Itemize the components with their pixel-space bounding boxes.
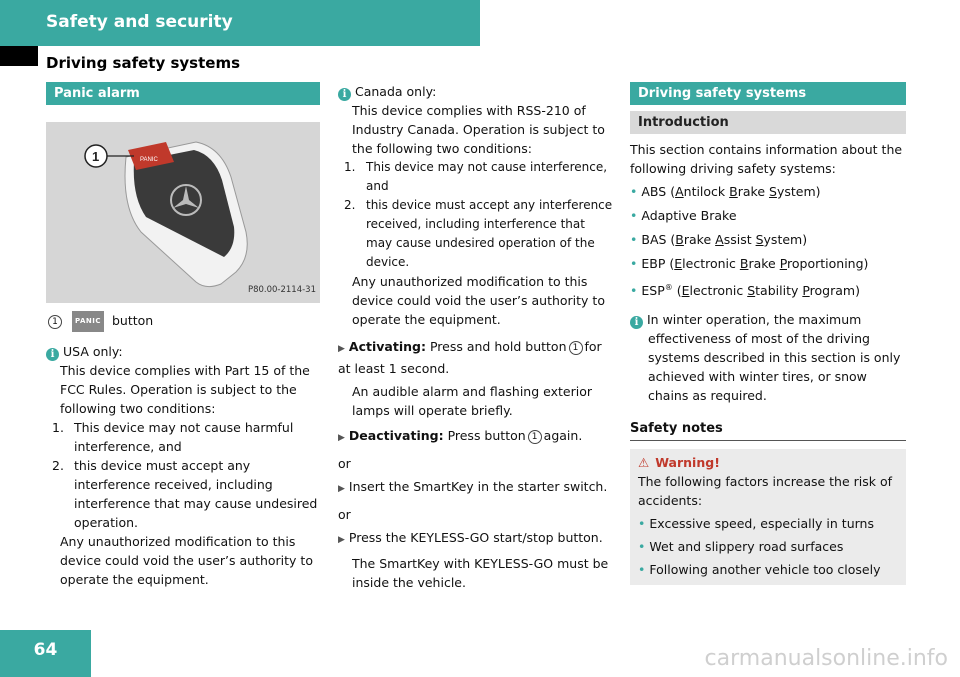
or-text: or	[338, 507, 351, 522]
usa-footer: Any unauthorized modification to this device could void the user’s authority to operate the equipment.	[60, 534, 313, 587]
list-item: 1. This device may not cause interference, and	[344, 160, 608, 193]
list-item: • BAS (Brake Assist System)	[630, 232, 808, 247]
section-title: Safety and security	[46, 12, 233, 32]
photo-caption: 1 PANIC button	[46, 311, 320, 332]
or-text: or	[338, 456, 351, 471]
list-item: 1. This device may not cause harmful interference, and	[52, 420, 294, 454]
info-icon: i	[630, 316, 643, 329]
smartkey-photo	[46, 122, 320, 303]
deactivating-step: ▶ Deactivating: Press button 1 again.	[338, 428, 583, 443]
intro-text: This section contains information about the following driving safety systems:	[630, 142, 903, 176]
svg-text:1: 1	[92, 149, 100, 164]
warning-box	[630, 449, 906, 585]
info-icon: i	[46, 348, 59, 361]
list-item: 2. this device must accept any interference received, including interference that may cause undesired operation of the device.	[344, 198, 613, 269]
insert-step: ▶ Insert the SmartKey in the starter switch.	[338, 479, 608, 494]
smartkey-illustration	[46, 122, 320, 303]
activating-step: ▶ Activating: Press and hold button 1 for at least 1 second.	[338, 339, 602, 376]
canada-conditions	[338, 158, 614, 272]
list-item: • EBP (Electronic Brake Proportioning)	[630, 256, 869, 271]
step-arrow-icon: ▶	[338, 535, 345, 545]
introduction-heading: Introduction	[630, 111, 906, 134]
photo-code: P80.00-2114-31	[247, 285, 316, 295]
winter-note: i In winter operation, the maximum effectiveness of most of the driving systems described in this section is only achieved with winter tires, or snow chains as required.	[630, 310, 906, 405]
canada-note: i Canada only:	[338, 82, 614, 101]
usa-note: i USA only:	[46, 342, 320, 361]
list-item: • Excessive speed, especially in turns	[638, 516, 874, 532]
panic-key-label: PANIC	[72, 311, 104, 332]
subsection-title: Driving safety systems	[46, 54, 241, 72]
canada-text: This device complies with RSS-210 of Industry Canada. Operation is subject to the following two conditions:	[352, 103, 605, 156]
safety-notes-heading: Safety notes	[630, 419, 906, 441]
canada-footer: Any unauthorized modification to this device could void the user’s authority to operate the equipment.	[352, 274, 605, 327]
panic-alarm-heading: Panic alarm	[46, 82, 320, 105]
step-arrow-icon: ▶	[338, 433, 345, 443]
list-item: • Wet and slippery road surfaces	[638, 539, 844, 555]
watermark: carmanualsonline.info	[704, 646, 948, 671]
column-right	[630, 82, 906, 585]
step-arrow-icon: ▶	[338, 484, 345, 494]
keyless-note: The SmartKey with KEYLESS-GO must be inside the vehicle.	[352, 556, 609, 590]
column-middle	[338, 82, 614, 592]
warning-icon: ⚠	[638, 455, 650, 471]
keyless-step: ▶ Press the KEYLESS-GO start/stop button.	[338, 530, 603, 545]
warning-text: The following factors increase the risk of accidents:	[638, 474, 893, 509]
svg-text:PANIC: PANIC	[140, 157, 158, 163]
info-icon: i	[338, 88, 351, 101]
warning-title: ⚠ Warning!	[638, 455, 720, 471]
usa-conditions	[46, 418, 320, 532]
callout-1: 1	[48, 315, 62, 329]
step-arrow-icon: ▶	[338, 344, 345, 354]
list-item: • ABS (Antilock Brake System)	[630, 184, 821, 199]
list-item: • Adaptive Brake	[630, 208, 737, 223]
list-item: 2. this device must accept any interference received, including interference that may cause undesired operation.	[52, 458, 318, 530]
list-item: • ESP® (Electronic Stability Program)	[630, 283, 860, 299]
header-marker	[0, 46, 38, 66]
page-number: 64	[0, 630, 91, 677]
activating-note: An audible alarm and flashing exterior lamps will operate briefly.	[352, 384, 592, 418]
driving-safety-heading: Driving safety systems	[630, 82, 906, 105]
usa-text: This device complies with Part 15 of the FCC Rules. Operation is subject to the following two conditions:	[60, 363, 310, 416]
column-left	[46, 82, 320, 589]
list-item: • Following another vehicle too closely	[638, 562, 881, 578]
